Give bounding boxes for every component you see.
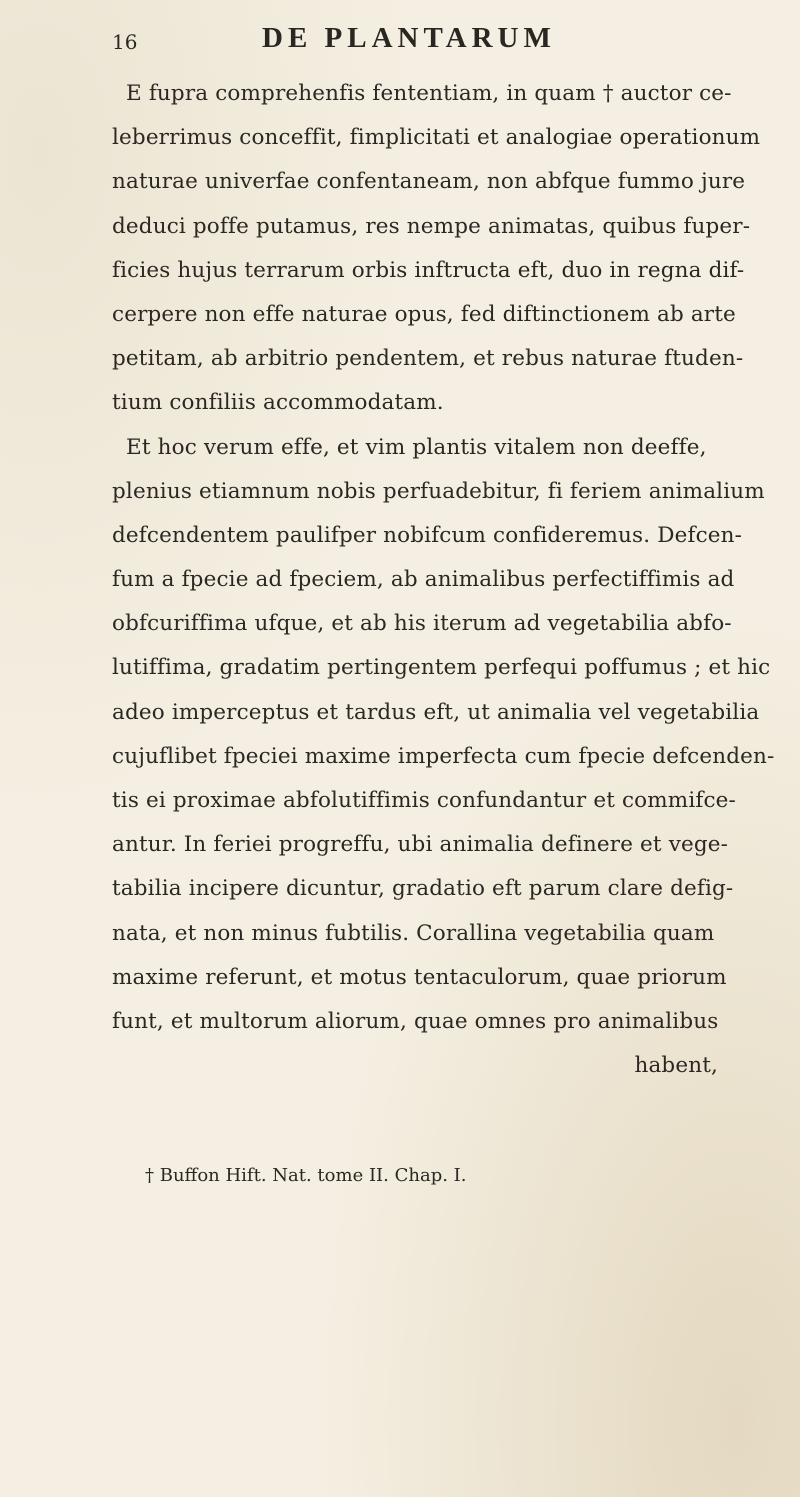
text-line: adeo imperceptus et tardus eft, ut animalia vel vegetabilia (112, 699, 760, 725)
text-line: tabilia incipere dicuntur, gradatio eft parum clare defig- (112, 876, 734, 902)
text-line: cujuflibet fpeciei maxime imperfecta cum fpecie defcenden- (112, 743, 775, 769)
text-line: naturae univerfae confentaneam, non abfque fummo jure (112, 169, 746, 195)
text-line: E fupra comprehenfis fententiam, in quam † auctor ce- (126, 81, 732, 106)
text-line: tium confiliis accommodatam. (112, 390, 444, 416)
text-line: deduci poffe putamus, res nempe animatas, quibus fuper- (112, 213, 751, 239)
catchword: habent, (634, 1053, 718, 1079)
text-line: lutiffima, gradatim pertingentem perfequi poffumus ; et hic (112, 655, 771, 681)
text-line: antur. In feriei progreffu, ubi animalia definere et vege- (112, 832, 729, 858)
text-line: nata, et non minus fubtilis. Corallina vegetabilia quam (112, 920, 715, 946)
text-line: maxime referunt, et motus tentaculorum, quae priorum (112, 964, 727, 990)
page-number: 16 (112, 30, 138, 54)
text-line: defcendentem paulifper nobifcum confideremus. Defcen- (112, 522, 743, 548)
text-line: tis ei proximae abfolutiffimis confundantur et commifce- (112, 788, 736, 813)
page-header (112, 22, 672, 62)
text-line: funt, et multorum aliorum, quae omnes pro animalibus (112, 1008, 719, 1034)
text-line: fum a fpecie ad fpeciem, ab animalibus perfectiffimis ad (112, 567, 735, 593)
text-line: Et hoc verum effe, et vim plantis vitalem non deeffe, (126, 434, 707, 460)
text-line: obfcuriffima ufque, et ab his iterum ad vegetabilia abfo- (112, 611, 732, 637)
text-line: petitam, ab arbitrio pendentem, et rebus naturae ftuden- (112, 346, 744, 372)
text-line: leberrimus conceffit, fimplicitati et analogiae operationum (112, 125, 761, 151)
text-line: ficies hujus terrarum orbis inftructa eft, duo in regna dif- (112, 257, 745, 283)
running-head: DE PLANTARUM (262, 22, 556, 54)
footnote: † Buffon Hift. Nat. tome II. Chap. I. (145, 1165, 467, 1186)
body-text (112, 72, 775, 1088)
text-line: plenius etiamnum nobis perfuadebitur, fi feriem animalium (112, 478, 765, 504)
text-line: cerpere non effe naturae opus, fed diftinctionem ab arte (112, 301, 736, 327)
